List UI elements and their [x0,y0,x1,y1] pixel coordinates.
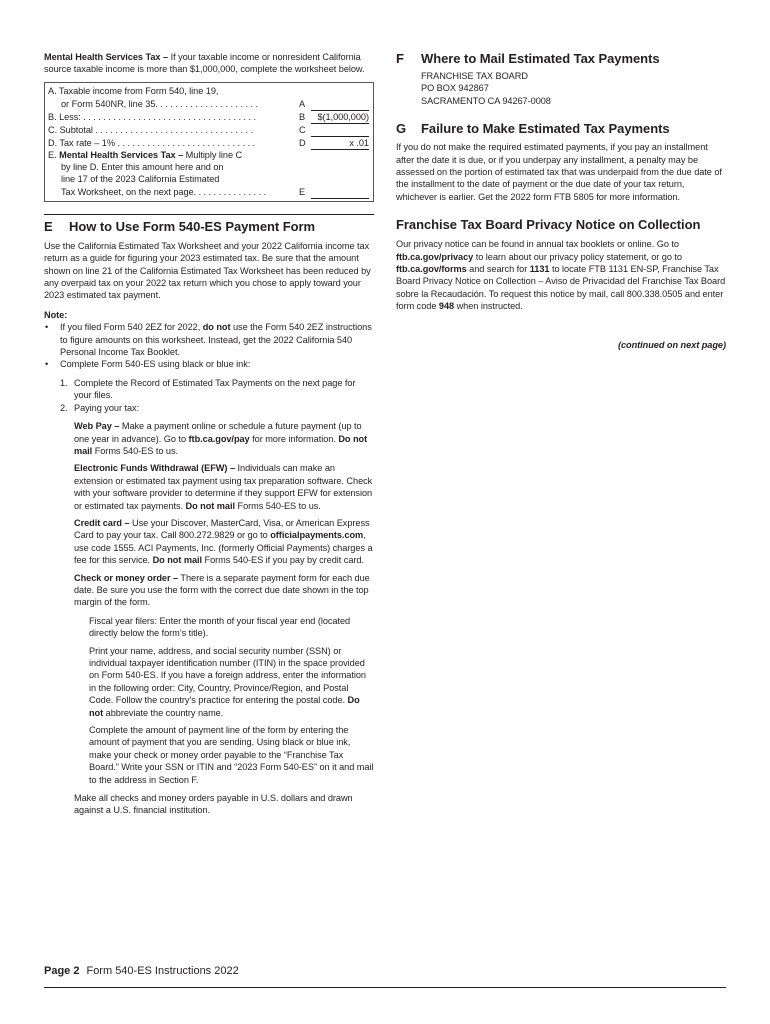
check-title: Check or money order – [74,572,179,583]
worksheet-line-a-label-2: or Form 540NR, line 35. . . . . . . . . . . . . . . . . . . . . [61,99,258,110]
section-e-letter: E [44,218,53,234]
credit-card-text-c: Forms 540-ES if you pay by credit card. [202,555,364,566]
check-block [44,572,374,609]
worksheet-line-d-label: D. Tax rate – 1% . . . . . . . . . . . . . . . . . . . . . . . . . . . . [48,138,256,149]
worksheet-line-e-2 [48,162,369,174]
efw-text-b: Forms 540-ES to us. [235,500,321,511]
worksheet-line-b-code: B [299,112,306,123]
print-name-text-a: Print your name, address, and social security number (SSN) or individual taxpayer identification number (ITIN) in the space provided on Form 540-ES. If you have a foreign address, enter the information in the following order: City, Country, Province/Region, and Postal Code. Follow the country’s practice for entering the postal code. [89,645,366,706]
privacy-text-e: when instructed. [454,301,523,312]
step-2 [44,402,374,414]
fiscal-year-para: Fiscal year filers: Enter the month of your fiscal year end (located directly below the form’s title). [89,615,351,639]
efw-text-a: Individuals can make an extension or estimated tax payment using tax preparation software. Check with your software provider to determine if they support EFW for extension or estimated tax payments. [74,463,373,511]
mental-health-intro-title: Mental Health Services Tax – [44,52,169,62]
privacy-text-a: Our privacy notice can be found in annual tax booklets or online. Go to [396,239,679,250]
section-e-title: How to Use Form 540-ES Payment Form [69,218,316,234]
note-bullet-2 [44,358,374,370]
web-pay-block [44,420,374,457]
worksheet-line-b-amount: $(1,000,000) [311,112,369,124]
footer-title: Form 540-ES Instructions 2022 [86,965,239,977]
step-1-number: 1. [60,377,68,388]
worksheet-line-a-amount[interactable] [311,99,369,111]
steps-list [44,377,374,414]
print-name-para [44,645,374,719]
efw-block [44,462,374,512]
worksheet-line-e-text-4: Tax Worksheet, on the next page. . . . . . . . . . . . . . . [61,187,267,198]
credit-card-text-a: Use your Discover, MasterCard, Visa, or American Express Card to pay your tax. Call 800.272.9829 or go to [74,517,370,541]
privacy-section [396,217,726,312]
make-all-checks-para: Make all checks and money orders payable in U.S. dollars and drawn against a U.S. financial institution. [74,793,353,816]
continued-note: (continued on next page) [617,339,726,350]
print-name-text-b: abbreviate the country name. [103,707,224,718]
worksheet-line-e-title: Mental Health Services Tax – [59,150,184,161]
web-pay-do-not-mail: Do not mail [74,433,368,456]
page-footer [44,965,239,977]
web-pay-text-b: for more information. [249,433,339,444]
step-1 [44,377,374,402]
web-pay-link[interactable]: ftb.ca.gov/pay [188,433,250,444]
section-g-heading [396,121,726,137]
section-f-title: Where to Mail Estimated Tax Payments [421,51,660,66]
worksheet-line-e-prefix: E. [48,150,60,161]
step-1-text: Complete the Record of Estimated Tax Payments on the next page for your files. [74,377,356,401]
privacy-text-c: and search for [466,264,530,275]
address-line-3: SACRAMENTO CA 94267-0008 [421,95,551,106]
worksheet-line-e [48,186,369,199]
credit-card-title: Credit card – [74,517,130,528]
worksheet-line-d-amount: x .01 [311,138,369,150]
note-title: Note: [44,309,68,320]
worksheet-line-e-label [48,149,369,161]
worksheet-line-e-amount[interactable] [311,187,369,199]
note-bullet-1-text-a: If you filed Form 540 2EZ for 2022, [60,322,203,333]
credit-card-link[interactable]: officialpayments.com [270,530,364,541]
section-g [396,121,726,203]
complete-amount-para: Complete the amount of payment line of the form by entering the amount of payment that you are sending. Using black or blue ink, make your check or money order payable to the “Franchise Tax Board.” Write your SSN or ITIN and “2023 Form 540-ES” on it and mail to the address in Section F. [89,725,374,785]
worksheet-line-a-label: A. Taxable income from Form 540, line 19, [48,86,219,97]
worksheet-line-d-code: D [299,138,306,149]
worksheet-line-c-amount[interactable] [311,125,369,137]
credit-card-do-not-mail: Do not mail [152,555,203,566]
note-bullets [44,321,374,371]
check-text: There is a separate payment form for each due date. Be sure you use the form with the correct due date shown in the top margin of the form. [74,572,370,608]
web-pay-text-a: Make a payment online or schedule a future payment (up to one year in advance). Go to [74,421,362,444]
note-bullet-1-text-b: use the Form 540 2EZ instructions to figure amounts on this worksheet. Instead, get the 2022 California 540 Personal Income Tax Booklet. [60,322,372,358]
section-g-text: If you do not make the required estimated payments, if you pay an installment after the date it is due, or if you underpay any installment, a penalty may be assessed on the portion of estimated tax that was underpaid from the due date of the installment to the date of payment or the due date of your tax return, whichever is earlier. Get the 2022 form FTB 5805 for more information. [396,142,722,202]
credit-card-block [44,517,374,567]
step-2-text: Paying your tax: [74,402,140,413]
efw-do-not-mail: Do not mail [185,500,235,511]
efw-title: Electronic Funds Withdrawal (EFW) – [74,463,236,474]
privacy-text-b: to learn about our privacy policy statement, or go to [473,251,682,262]
section-g-letter: G [396,121,407,137]
worksheet-line-e-3 [48,174,369,186]
worksheet-line-e-text-3: line 17 of the 2023 California Estimated [61,174,220,185]
worksheet-line-e-text-2: by line D. Enter this amount here and on [61,162,224,173]
note-bullet-1 [44,321,374,358]
worksheet-line-a-code: A [299,99,306,110]
mailing-address [396,70,726,107]
section-f-heading [396,51,726,67]
privacy-code-948: 948 [438,301,455,312]
privacy-text [396,238,726,312]
page-number: Page 2 [44,965,80,977]
worksheet-line-a [48,98,369,111]
worksheet-line-e-rest: Multiply line C [183,150,243,161]
worksheet-line-b-label: B. Less: . . . . . . . . . . . . . . . . . . . . . . . . . . . . . . . . . . . [48,112,256,123]
mental-health-intro [44,51,374,76]
address-line-1: FRANCHISE TAX BOARD [421,71,528,81]
credit-card-text-b: , use code 1555. ACI Payments, Inc. (formerly Official Payments) charges a fee for this service. [74,530,373,566]
mental-health-worksheet [44,82,374,202]
worksheet-line-b [48,111,369,124]
worksheet-line-d [48,137,369,150]
worksheet-line-a-1 [48,86,369,98]
mental-health-intro-text: If your taxable income or nonresident California source taxable income is more than $1,000,000, complete the worksheet below. [44,52,365,75]
privacy-text-d: to locate FTB 1131 EN-SP, Franchise Tax Board Privacy Notice on Collection – Aviso de Privacidad del Franchise Tax Board sobre la Recaudación. To request this notice by mail, call 800.338.0505 and enter form code [396,264,726,312]
note-bullet-1-bold: do not [202,322,231,333]
worksheet-line-c [48,124,369,137]
note-bullet-2-text: Complete Form 540-ES using black or blue ink: [60,359,251,370]
web-pay-text-c: Forms 540-ES to us. [92,445,178,456]
bullet-icon: • [45,322,49,333]
step-2-number: 2. [60,402,68,413]
worksheet-line-e-code: E [299,187,306,198]
left-column [44,51,374,817]
privacy-code-1131: 1131 [529,264,550,275]
forms-link[interactable]: ftb.ca.gov/forms [396,264,467,275]
footer-rule [44,987,726,988]
section-g-title: Failure to Make Estimated Tax Payments [421,121,670,137]
worksheet-line-e-1 [48,150,369,162]
print-name-do-not: Do not [89,695,360,718]
section-f-letter: F [396,51,404,66]
section-divider [44,214,374,215]
section-e-heading [44,219,374,235]
bullet-icon: • [45,359,49,370]
privacy-link[interactable]: ftb.ca.gov/privacy [396,251,474,262]
privacy-heading: Franchise Tax Board Privacy Notice on Collection [396,217,701,233]
address-line-2: PO BOX 942867 [421,83,489,94]
web-pay-title: Web Pay – [74,421,120,432]
worksheet-line-c-label: C. Subtotal . . . . . . . . . . . . . . . . . . . . . . . . . . . . . . . . [48,125,254,136]
section-e-intro: Use the California Estimated Tax Worksheet and your 2022 California income tax return as a guide for figuring your 2023 estimated tax. Be sure that the amount shown on line 21 of the California Estimated Tax Worksheet has been reduced by any overpaid tax on your 2022 tax return which you chose to apply toward your 2023 estimated tax payment. [44,240,371,301]
right-column [396,51,726,351]
worksheet-line-c-code: C [299,125,306,136]
